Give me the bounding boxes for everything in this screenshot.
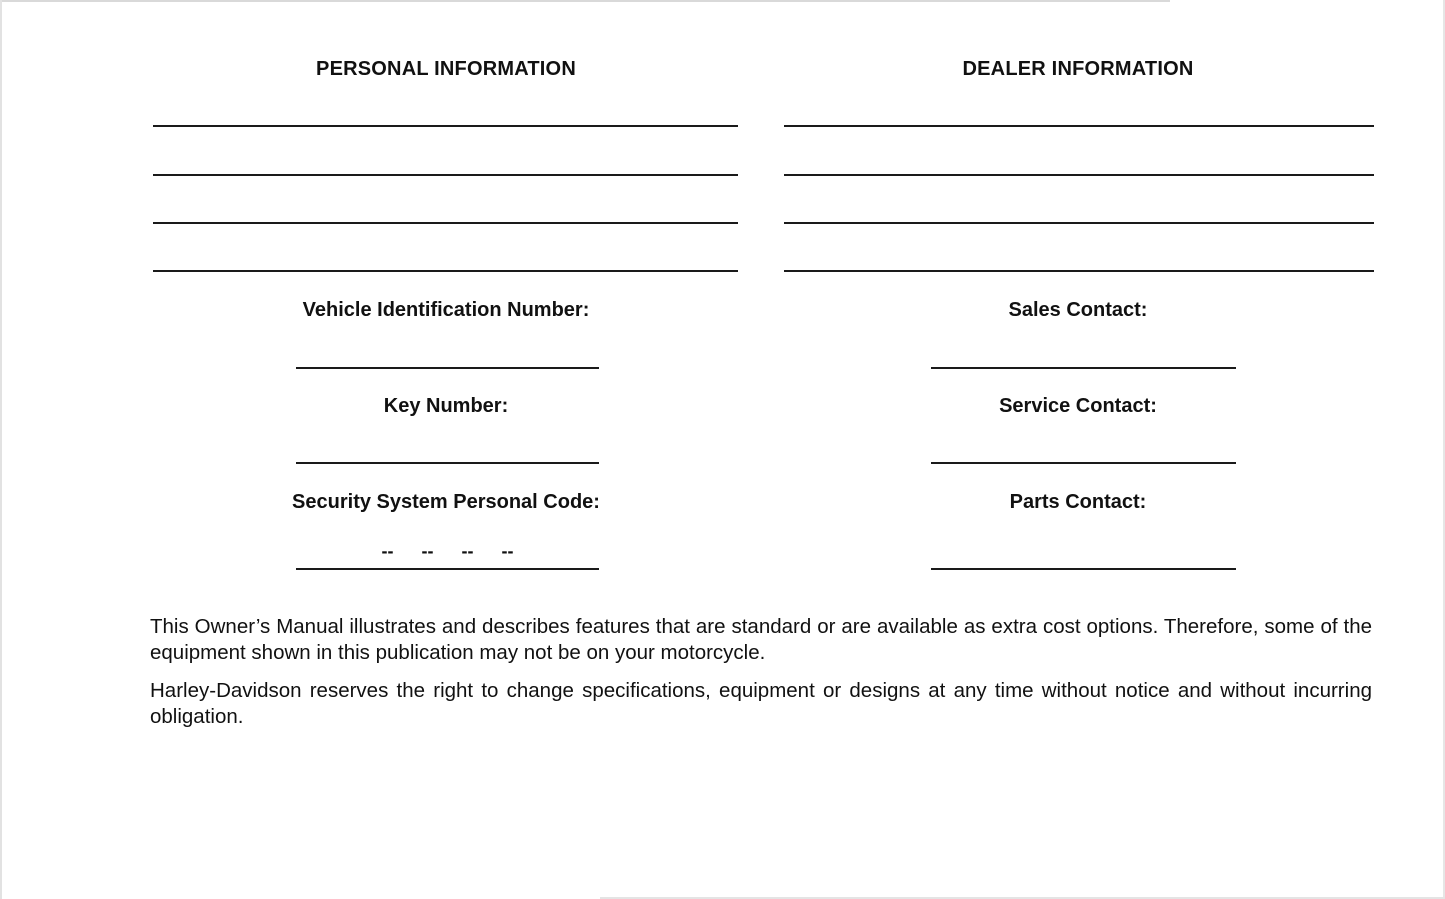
personal-information-heading: PERSONAL INFORMATION xyxy=(316,58,576,80)
security-code-digit-1: -- xyxy=(381,541,394,561)
security-code-placeholders xyxy=(296,541,599,562)
dealer-info-line-4[interactable] xyxy=(784,270,1374,272)
security-code-digit-4: -- xyxy=(501,541,514,561)
personal-info-line-3[interactable] xyxy=(153,222,738,224)
personal-info-line-4[interactable] xyxy=(153,270,738,272)
dealer-info-line-1[interactable] xyxy=(784,125,1374,127)
security-code-digit-3: -- xyxy=(461,541,474,561)
sales-contact-field-line[interactable] xyxy=(931,367,1236,369)
dealer-information-heading: DEALER INFORMATION xyxy=(962,58,1194,80)
security-code-label: Security System Personal Code: xyxy=(292,491,600,513)
service-contact-field-line[interactable] xyxy=(931,462,1236,464)
notice-paragraph-options: This Owner’s Manual illustrates and describes features that are standard or are available as extra cost options. Therefore, some of the equipment shown in this publication may not be on your motorcycle. xyxy=(150,615,1372,664)
sales-contact-label: Sales Contact: xyxy=(1008,299,1148,321)
personal-info-line-2[interactable] xyxy=(153,174,738,176)
parts-contact-field-line[interactable] xyxy=(931,568,1236,570)
security-code-digit-2: -- xyxy=(421,541,434,561)
personal-info-line-1[interactable] xyxy=(153,125,738,127)
dealer-info-line-3[interactable] xyxy=(784,222,1374,224)
service-contact-label: Service Contact: xyxy=(999,395,1157,417)
key-number-field-line[interactable] xyxy=(296,462,599,464)
scan-edge-top xyxy=(0,0,1170,2)
dealer-info-line-2[interactable] xyxy=(784,174,1374,176)
vin-label: Vehicle Identification Number: xyxy=(302,299,590,321)
security-code-field-line[interactable] xyxy=(296,568,599,570)
key-number-label: Key Number: xyxy=(383,395,509,417)
parts-contact-label: Parts Contact: xyxy=(1009,491,1147,513)
notice-paragraph-rights: Harley-Davidson reserves the right to change specifications, equipment or designs at any time without notice and without incurring obligation. xyxy=(150,679,1372,728)
vin-field-line[interactable] xyxy=(296,367,599,369)
scan-edge-left xyxy=(0,0,2,899)
